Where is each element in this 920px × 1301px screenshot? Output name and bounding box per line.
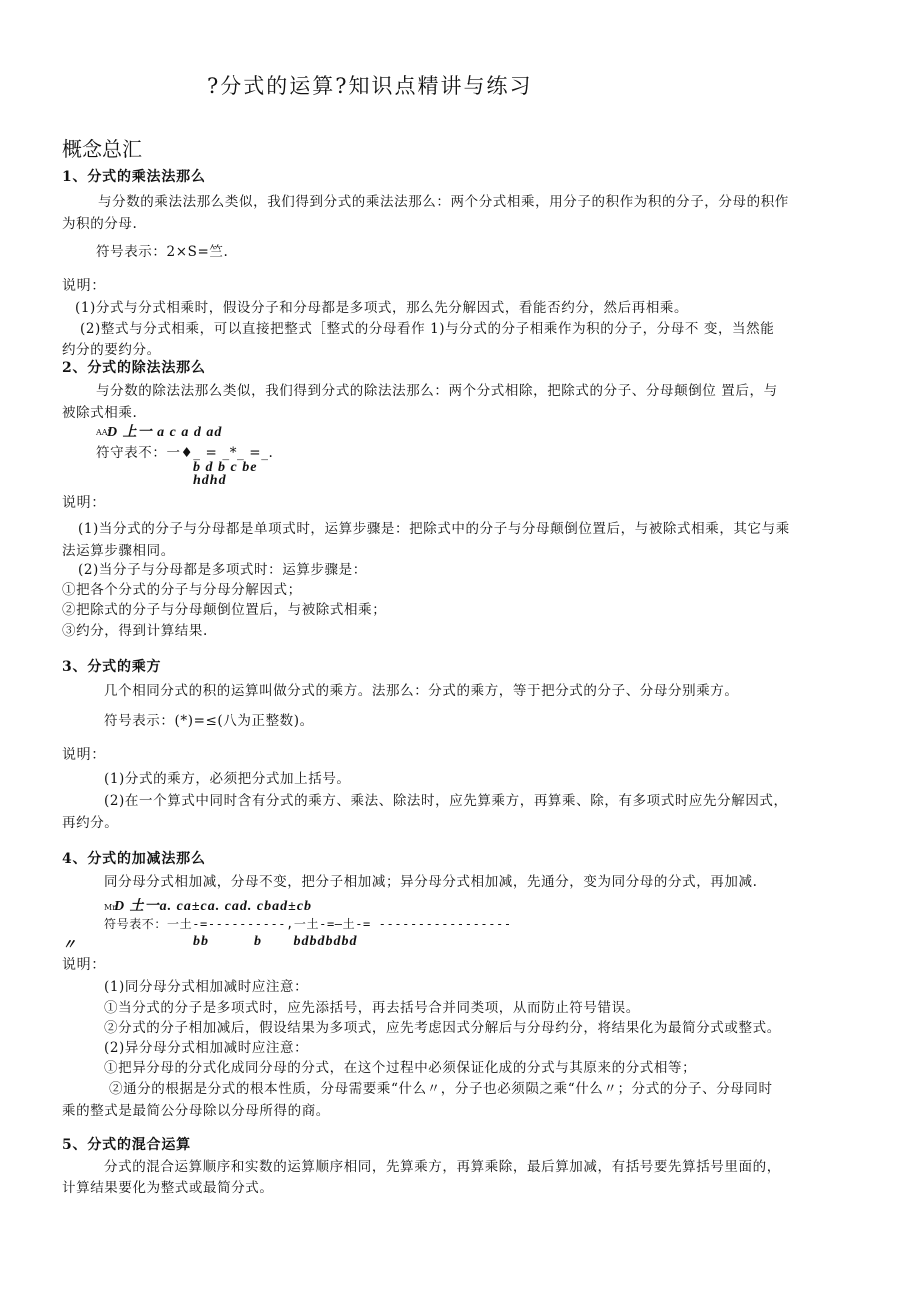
- section-3-note-2-cont: 再约分。: [62, 815, 119, 831]
- section-4-note-1b: ②分式的分子相加减后，假设结果为多项式，应先考虑因式分解后与分母约分，将结果化为最简分式或整式。: [104, 1020, 781, 1036]
- section-5-heading: 5、分式的混合运算: [62, 1137, 191, 1153]
- overview-heading: 概念总汇: [62, 137, 142, 161]
- section-1-heading: 1、分式的乘法法那么: [62, 169, 206, 185]
- section-4-heading: 4、分式的加减法那么: [62, 851, 206, 867]
- section-4-formula-prefix: Mr: [104, 903, 117, 912]
- section-4-note-1: (1)同分母分式相加减时应注意：: [104, 979, 309, 995]
- section-3-heading: 3、分式的乘方: [62, 659, 162, 675]
- section-3-text: 几个相同分式的积的运算叫做分式的乘方。法那么：分式的乘方，等于把分式的分子、分母分别乘方。: [104, 683, 739, 699]
- section-1-text-line-2: 为积的分母.: [62, 216, 138, 232]
- section-2-heading: 2、分式的除法法那么: [62, 360, 206, 376]
- section-4-formula-mid: 符号表不：一土-=----------,一土-=—土-= -----------------: [104, 917, 512, 931]
- section-2-formula-mid: 符守表不：一♦_ = _*_ =_.: [96, 445, 274, 461]
- section-4-note-2c: 乘的整式是最简公分母除以分母所得的商。: [62, 1103, 330, 1119]
- section-4-formula-bottom: bb b bdbdbdbd: [193, 934, 358, 949]
- section-2-text-line-2: 被除式相乘.: [62, 405, 138, 421]
- section-2-formula-top: D 上一 a c a d ad: [107, 425, 223, 440]
- section-2-note-1-cont: 法运算步骤相同。: [62, 543, 175, 559]
- section-4-note-1a: ①当分式的分子是多项式时，应先添括号，再去括号合并同类项，从而防止符号错误。: [104, 1000, 640, 1016]
- section-1-symbol: 符号表示：2×S=竺.: [96, 244, 229, 260]
- section-4-formula-mark: 〃: [62, 938, 77, 953]
- section-2-step-2: ②把除式的分子与分母颠倒位置后，与被除式相乘；: [62, 602, 387, 618]
- section-2-step-3: ③约分，得到计算结果.: [62, 623, 208, 639]
- section-3-symbol: 符号表示：(*)=≤(八为正整数)。: [104, 713, 314, 729]
- page-title: ?分式的运算?知识点精讲与练习: [207, 74, 533, 98]
- section-4-note-2: (2)异分母分式相加减时应注意：: [104, 1040, 309, 1056]
- section-2-formula-bottom-2: hdhd: [193, 473, 227, 488]
- section-4-note-2a: ①把异分母的分式化成同分母的分式，在这个过程中必须保证化成的分式与其原来的分式相等；: [104, 1060, 697, 1076]
- section-3-note-label: 说明：: [62, 747, 106, 763]
- section-1-text-line-1: 与分数的乘法法那么类似，我们得到分式的乘法法那么：两个分式相乘，用分子的积作为积的分子，分母的积作: [98, 194, 789, 210]
- section-1-note-2-cont: 约分的要约分。: [62, 342, 161, 358]
- section-4-formula-top: D 土一a. ca±ca. cad. cbad±cb: [114, 899, 313, 914]
- section-3-note-1: (1)分式的乘方，必须把分式加上括号。: [104, 771, 351, 787]
- section-2-note-label: 说明：: [62, 495, 106, 511]
- section-2-note-2: (2)当分子与分母都是多项式时：运算步骤是：: [78, 562, 367, 578]
- section-4-note-2b: ②通分的根据是分式的根本性质，分母需要乘“什么〃，分子也必须陨之乘“什么〃；分式的分子、分母同时: [109, 1081, 773, 1097]
- section-5-text-line-1: 分式的混合运算顺序和实数的运算顺序相同，先算乘方，再算乘除，最后算加减，有括号要先算括号里面的，: [104, 1159, 781, 1175]
- section-3-note-2: (2)在一个算式中同时含有分式的乘方、乘法、除法时，应先算乘方，再算乘、除，有多项式时应先分解因式，: [104, 793, 788, 809]
- section-2-text-line-1: 与分数的除法法那么类似，我们得到分式的除法法那么：两个分式相除，把除式的分子、分母颠倒位 置后，与: [96, 383, 778, 399]
- section-4-text: 同分母分式相加减，分母不变，把分子相加减；异分母分式相加减，先通分，变为同分母的分式，再加减.: [104, 874, 758, 890]
- section-1-note-label: 说明：: [62, 278, 106, 294]
- section-5-text-line-2: 计算结果要化为整式或最简分式。: [62, 1180, 274, 1196]
- section-1-note-2: (2)整式与分式相乘，可以直接把整式［整式的分母看作 1)与分式的分子相乘作为积的分子，分母不 变，当然能: [80, 321, 775, 337]
- section-2-note-1: (1)当分式的分子与分母都是单项式时，运算步骤是：把除式中的分子与分母颠倒位置后，与被除式相乘，其它与乘: [78, 521, 790, 537]
- section-2-step-1: ①把各个分式的分子与分母分解因式；: [62, 582, 302, 598]
- section-1-note-1: (1)分式与分式相乘时，假设分子和分母都是多项式，那么先分解因式，看能否约分，然后再相乘。: [75, 300, 689, 316]
- section-4-note-label: 说明：: [62, 957, 106, 973]
- section-2-formula-prefix: AA': [96, 428, 110, 437]
- section-2-formula-bottom: b d b c be: [193, 460, 258, 471]
